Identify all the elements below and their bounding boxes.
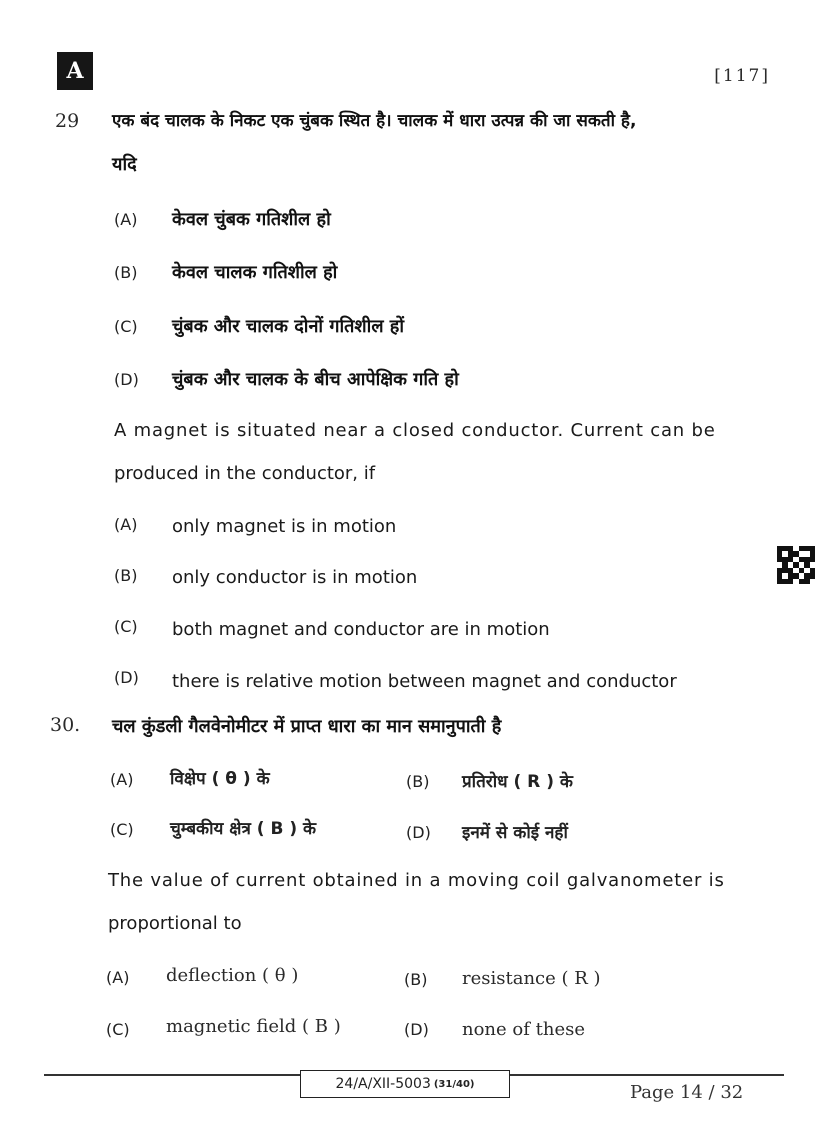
q29-english-option-d-label: (D) [114, 668, 139, 687]
q30-english-line1: The value of current obtained in a moving coil galvanometer is [108, 870, 725, 891]
paper-code: 24/A/XII-5003 [335, 1076, 431, 1092]
qr-code-icon [777, 546, 815, 584]
page-code: [117] [714, 66, 770, 86]
q30-hindi-option-a-label: (A) [110, 770, 134, 789]
q29-hindi-line2: यदि [112, 154, 137, 175]
q30-hindi-option-c: चुम्बकीय क्षेत्र ( B ) के [170, 819, 317, 839]
q29-english-option-c: both magnet and conductor are in motion [172, 619, 550, 640]
q30-english-option-a-label: (A) [106, 968, 130, 987]
q30-english-option-c-label: (C) [106, 1020, 130, 1039]
paper-code-box [300, 1070, 510, 1098]
q29-hindi-option-a: केवल चुंबक गतिशील हो [172, 209, 331, 230]
q29-hindi-line1: एक बंद चालक के निकट एक चुंबक स्थित है। चालक में धारा उत्पन्न की जा सकती है, [112, 111, 637, 131]
set-label: A [57, 52, 93, 90]
q30-hindi-option-b: प्रतिरोध ( R ) के [462, 772, 573, 792]
q29-english-option-a-label: (A) [114, 515, 138, 534]
paper-code-small: (31/40) [433, 1078, 475, 1090]
q29-english-option-d: there is relative motion between magnet and conductor [172, 671, 677, 692]
q29-english-option-b-label: (B) [114, 566, 138, 585]
q29-english-line1: A magnet is situated near a closed conductor. Current can be [114, 420, 716, 441]
q29-english-option-b: only conductor is in motion [172, 567, 418, 588]
q30-english-option-a: deflection ( θ ) [166, 965, 299, 986]
q29-hindi-option-d-label: (D) [114, 370, 139, 389]
q30-english-option-d-label: (D) [404, 1020, 429, 1039]
q29-english-option-c-label: (C) [114, 617, 138, 636]
q29-hindi-option-b-label: (B) [114, 263, 138, 282]
q29-hindi-option-b: केवल चालक गतिशील हो [172, 262, 338, 283]
q29-hindi-option-a-label: (A) [114, 210, 138, 229]
q29-hindi-option-c-label: (C) [114, 317, 138, 336]
q30-hindi-option-d-label: (D) [406, 823, 431, 842]
q30-hindi-option-b-label: (B) [406, 772, 430, 791]
q30-hindi-option-d: इनमें से कोई नहीं [462, 823, 568, 843]
q30-english-line2: proportional to [108, 913, 242, 934]
q29-hindi-option-d: चुंबक और चालक के बीच आपेक्षिक गति हो [172, 369, 459, 390]
q29-english-line2: produced in the conductor, if [114, 463, 376, 484]
q29-english-option-a: only magnet is in motion [172, 516, 397, 537]
page-number: Page 14 / 32 [630, 1082, 744, 1103]
question-number-30: 30. [50, 714, 81, 736]
q30-hindi-option-c-label: (C) [110, 820, 134, 839]
q30-english-option-c: magnetic field ( B ) [166, 1016, 341, 1037]
q30-english-option-b: resistance ( R ) [462, 968, 601, 989]
q30-english-option-b-label: (B) [404, 970, 428, 989]
q30-hindi-option-a: विक्षेप ( θ ) के [170, 769, 270, 789]
question-number-29: 29 [55, 110, 80, 132]
q29-hindi-option-c: चुंबक और चालक दोनों गतिशील हों [172, 316, 405, 337]
q30-hindi-stem: चल कुंडली गैलवेनोमीटर में प्राप्त धारा का मान समानुपाती है [112, 716, 502, 737]
q30-english-option-d: none of these [462, 1019, 585, 1040]
